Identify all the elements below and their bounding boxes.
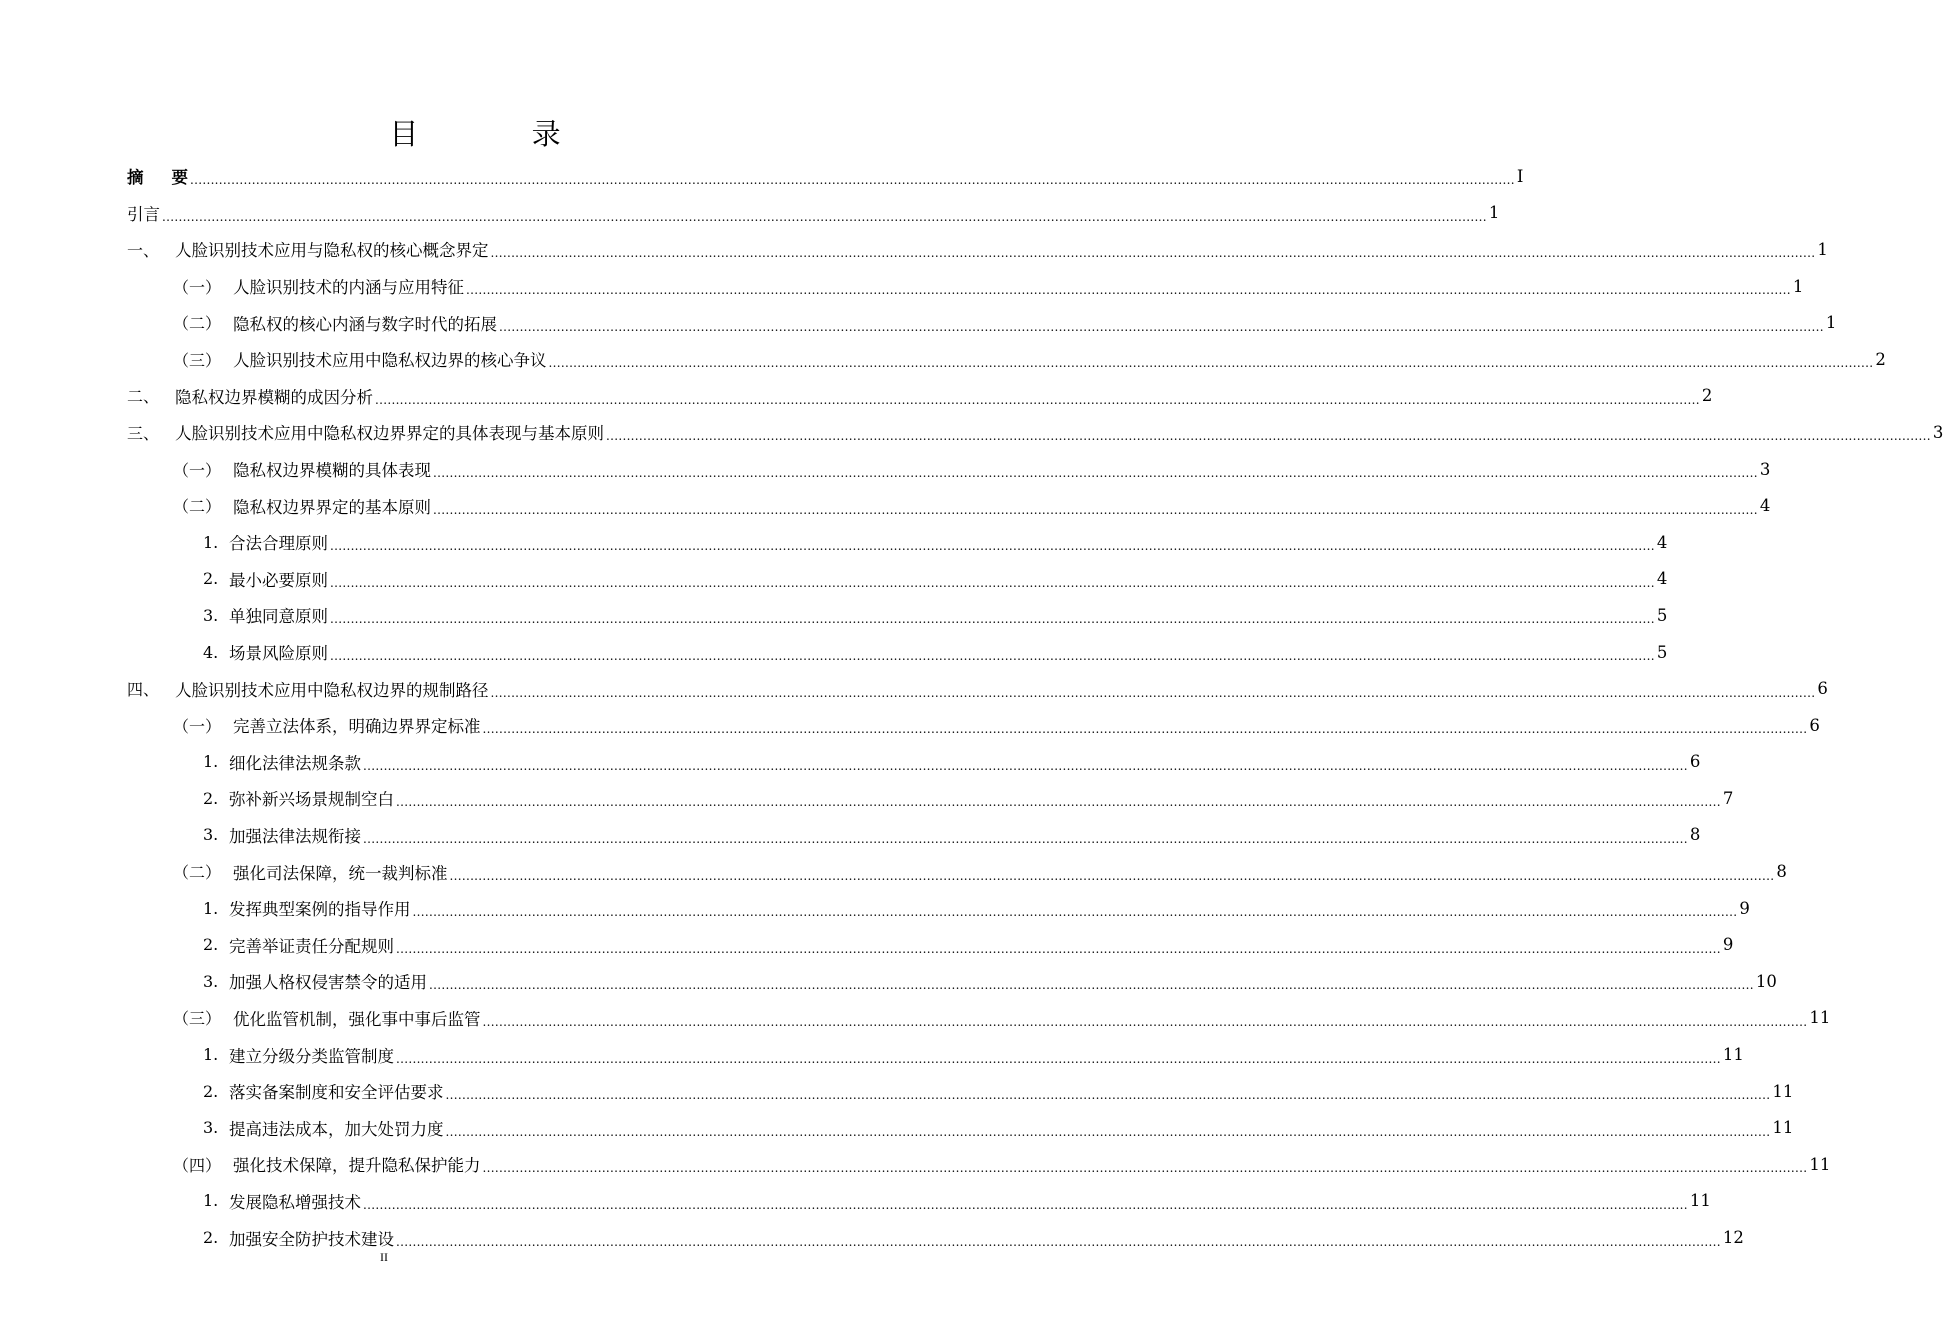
- toc-entry-label: 隐私权的核心内涵与数字时代的拓展: [233, 314, 497, 334]
- toc-page-number: 1: [1817, 239, 1828, 259]
- toc-entry-number: （三）: [173, 1009, 222, 1029]
- toc-entry-section-4-3[interactable]: [127, 1000, 1831, 1037]
- dot-leader: ..................................................................................................................................................................................................................................................................................................................................: [330, 649, 1655, 664]
- toc-entry-number: 2.: [203, 1081, 219, 1101]
- toc-entry-label: 单独同意原则: [229, 607, 328, 627]
- toc-entry-label: 人脸识别技术应用与隐私权的核心概念界定: [175, 241, 489, 261]
- toc-page-number: 5: [1656, 605, 1668, 625]
- toc-page-number: 2: [1701, 386, 1713, 406]
- toc-entry-label: 人脸识别技术应用中隐私权边界的核心争议: [233, 351, 547, 371]
- toc-entry-item-4-2-2[interactable]: [127, 926, 1734, 963]
- toc-entry-number: 四、: [127, 680, 160, 700]
- toc-entry-label: 完善立法体系，明确边界界定标准: [233, 717, 481, 737]
- toc-entry-item-4-2-1[interactable]: [127, 890, 1750, 927]
- dot-leader: ..................................................................................................................................................................................................................................................................................................................................: [330, 539, 1655, 554]
- toc-entry-number: 3.: [203, 971, 219, 991]
- dot-leader: ..................................................................................................................................................................................................................................................................................................................................: [412, 905, 1738, 920]
- dot-leader: ..................................................................................................................................................................................................................................................................................................................................: [482, 1161, 1808, 1176]
- toc-page-number: 11: [1809, 1154, 1831, 1174]
- toc-entry-label: 人脸识别技术的内涵与应用特征: [233, 278, 464, 298]
- dot-leader: ..................................................................................................................................................................................................................................................................................................................................: [490, 246, 1816, 261]
- toc-entry-introduction[interactable]: [127, 195, 1500, 232]
- dot-leader: ..................................................................................................................................................................................................................................................................................................................................: [330, 612, 1655, 627]
- dot-leader: ..................................................................................................................................................................................................................................................................................................................................: [396, 1051, 1721, 1066]
- toc-entry-number: 3.: [203, 605, 219, 625]
- toc-entry-label: 场景风险原则: [229, 644, 328, 664]
- dot-leader: ..................................................................................................................................................................................................................................................................................................................................: [363, 1197, 1688, 1212]
- toc-entry-label: 发展隐私增强技术: [229, 1192, 361, 1212]
- dot-leader: ..................................................................................................................................................................................................................................................................................................................................: [445, 1088, 1771, 1103]
- dot-leader: ..................................................................................................................................................................................................................................................................................................................................: [190, 173, 1515, 188]
- toc-entry-section-4-2[interactable]: [127, 853, 1787, 890]
- toc-entry-number: 1.: [203, 1191, 219, 1211]
- dot-leader: ..................................................................................................................................................................................................................................................................................................................................: [482, 722, 1808, 737]
- toc-entry-number: 4.: [203, 642, 219, 662]
- toc-entry-number: 3.: [203, 825, 219, 845]
- page-title: 目 录: [389, 117, 613, 151]
- toc-entry-label: 合法合理原则: [229, 534, 328, 554]
- toc-page-number: 4: [1656, 569, 1668, 589]
- toc-entry-number: （三）: [173, 350, 222, 370]
- toc-entry-number: 2.: [203, 1228, 219, 1248]
- toc-page-number: 5: [1656, 642, 1668, 662]
- toc-entry-number: 二、: [127, 387, 160, 407]
- toc-page-number: I: [1516, 166, 1524, 186]
- toc-entry-number: 三、: [127, 423, 160, 443]
- toc-page-number: 1: [1792, 276, 1804, 296]
- toc-entry-label: 隐私权边界界定的基本原则: [233, 497, 431, 517]
- toc-page-number: 10: [1755, 971, 1777, 991]
- toc-entry-section-1-2[interactable]: [127, 304, 1837, 341]
- toc-entry-label: 隐私权边界模糊的具体表现: [233, 461, 431, 481]
- toc-page-number: 4: [1656, 532, 1668, 552]
- toc-entry-label: 强化司法保障，统一裁判标准: [233, 863, 448, 883]
- toc-page-number: 11: [1809, 1008, 1831, 1028]
- toc-entry-item-4-1-3[interactable]: [127, 817, 1701, 854]
- toc-page-number: 3: [1932, 422, 1943, 442]
- toc-entry-chapter-3[interactable]: [127, 414, 1943, 451]
- table-of-contents: [127, 158, 1943, 1256]
- dot-leader: ..................................................................................................................................................................................................................................................................................................................................: [396, 1234, 1721, 1249]
- toc-entry-item-4-3-3[interactable]: [127, 1109, 1794, 1146]
- toc-page-number: 3: [1759, 459, 1771, 479]
- dot-leader: ..................................................................................................................................................................................................................................................................................................................................: [396, 941, 1721, 956]
- toc-entry-number: 1.: [203, 898, 219, 918]
- dot-leader: ..................................................................................................................................................................................................................................................................................................................................: [449, 868, 1775, 883]
- toc-page-number: 11: [1772, 1118, 1794, 1138]
- toc-entry-label: 人脸识别技术应用中隐私权边界的规制路径: [175, 680, 489, 700]
- toc-entry-label: 加强人格权侵害禁令的适用: [229, 973, 427, 993]
- dot-leader: ..................................................................................................................................................................................................................................................................................................................................: [499, 319, 1824, 334]
- toc-entry-number: （一）: [173, 460, 222, 480]
- toc-entry-section-4-1[interactable]: [127, 707, 1820, 744]
- toc-entry-label: 人脸识别技术应用中隐私权边界界定的具体表现与基本原则: [175, 424, 604, 444]
- dot-leader: ..................................................................................................................................................................................................................................................................................................................................: [466, 283, 1791, 298]
- toc-entry-label: 摘要: [127, 168, 216, 188]
- toc-entry-item-4-3-1[interactable]: [127, 1036, 1744, 1073]
- toc-entry-number: （二）: [173, 314, 222, 334]
- toc-entry-number: 一、: [127, 240, 160, 260]
- toc-entry-section-1-1[interactable]: [127, 268, 1804, 305]
- toc-page-number: 11: [1772, 1081, 1794, 1101]
- toc-entry-section-3-1[interactable]: [127, 451, 1771, 488]
- toc-entry-section-1-3[interactable]: [127, 341, 1886, 378]
- dot-leader: ..................................................................................................................................................................................................................................................................................................................................: [433, 502, 1758, 517]
- toc-entry-chapter-4[interactable]: [127, 670, 1828, 707]
- toc-page-number: 6: [1817, 679, 1828, 699]
- dot-leader: ..................................................................................................................................................................................................................................................................................................................................: [375, 392, 1700, 407]
- toc-entry-label: 落实备案制度和安全评估要求: [229, 1083, 444, 1103]
- toc-entry-number: （一）: [173, 277, 222, 297]
- toc-entry-number: （四）: [173, 1155, 222, 1175]
- toc-entry-item-4-1-1[interactable]: [127, 744, 1701, 781]
- toc-page-number: 6: [1809, 715, 1820, 735]
- toc-entry-number: 3.: [203, 1118, 219, 1138]
- toc-page-number: 8: [1689, 825, 1701, 845]
- toc-entry-number: 1.: [203, 1045, 219, 1065]
- toc-entry-label: 优化监管机制，强化事中事后监管: [233, 1009, 481, 1029]
- dot-leader: ..................................................................................................................................................................................................................................................................................................................................: [396, 795, 1721, 810]
- toc-entry-number: 2.: [203, 935, 219, 955]
- toc-entry-label: 弥补新兴场景规制空白: [229, 790, 394, 810]
- toc-entry-label: 细化法律法规条款: [229, 753, 361, 773]
- toc-entry-label: 建立分级分类监管制度: [229, 1046, 394, 1066]
- toc-entry-chapter-2[interactable]: [127, 378, 1713, 415]
- toc-entry-label: 发挥典型案例的指导作用: [229, 900, 411, 920]
- toc-page-number: 7: [1722, 788, 1734, 808]
- toc-page-number: 4: [1759, 496, 1771, 516]
- dot-leader: ..................................................................................................................................................................................................................................................................................................................................: [330, 575, 1655, 590]
- dot-leader: ..................................................................................................................................................................................................................................................................................................................................: [363, 758, 1688, 773]
- toc-page-number: 1: [1488, 203, 1500, 223]
- dot-leader: ..................................................................................................................................................................................................................................................................................................................................: [162, 209, 1487, 224]
- toc-entry-label: 引言: [127, 204, 160, 224]
- toc-entry-section-4-4[interactable]: [127, 1146, 1831, 1183]
- toc-entry-number: 2.: [203, 569, 219, 589]
- page-footer-number: II: [380, 1250, 388, 1264]
- toc-page-number: 6: [1689, 752, 1701, 772]
- dot-leader: ..................................................................................................................................................................................................................................................................................................................................: [490, 685, 1816, 700]
- toc-entry-number: （二）: [173, 863, 222, 883]
- toc-entry-item-3-2-4[interactable]: [127, 634, 1668, 671]
- toc-entry-label: 隐私权边界模糊的成因分析: [175, 387, 373, 407]
- dot-leader: ..................................................................................................................................................................................................................................................................................................................................: [606, 429, 1931, 444]
- dot-leader: ..................................................................................................................................................................................................................................................................................................................................: [482, 1014, 1808, 1029]
- toc-entry-item-3-2-2[interactable]: [127, 561, 1668, 598]
- toc-page-number: 11: [1689, 1191, 1711, 1211]
- toc-entry-number: （一）: [173, 716, 222, 736]
- toc-entry-label: 强化技术保障，提升隐私保护能力: [233, 1156, 481, 1176]
- toc-page-number: 12: [1722, 1228, 1744, 1248]
- dot-leader: ..................................................................................................................................................................................................................................................................................................................................: [548, 356, 1874, 371]
- toc-entry-label: 最小必要原则: [229, 570, 328, 590]
- toc-entry-section-3-2[interactable]: [127, 487, 1771, 524]
- toc-entry-label: 加强法律法规衔接: [229, 826, 361, 846]
- toc-entry-number: 2.: [203, 788, 219, 808]
- toc-entry-number: 1.: [203, 752, 219, 772]
- toc-page-number: 8: [1776, 862, 1787, 882]
- dot-leader: ..................................................................................................................................................................................................................................................................................................................................: [433, 466, 1758, 481]
- dot-leader: ..................................................................................................................................................................................................................................................................................................................................: [445, 1124, 1771, 1139]
- toc-page-number: 9: [1739, 898, 1750, 918]
- toc-entry-abstract[interactable]: [127, 158, 1524, 195]
- toc-entry-chapter-1[interactable]: [127, 231, 1828, 268]
- toc-entry-label: 完善举证责任分配规则: [229, 936, 394, 956]
- toc-entry-item-3-2-3[interactable]: [127, 597, 1668, 634]
- toc-page-number: 2: [1875, 349, 1886, 369]
- toc-entry-number: （二）: [173, 497, 222, 517]
- toc-entry-number: 1.: [203, 532, 219, 552]
- toc-entry-item-4-1-2[interactable]: [127, 780, 1734, 817]
- toc-page-number: 1: [1825, 313, 1837, 333]
- toc-entry-label: 提高违法成本，加大处罚力度: [229, 1119, 444, 1139]
- toc-page-number: 11: [1722, 1045, 1744, 1065]
- dot-leader: ..................................................................................................................................................................................................................................................................................................................................: [363, 831, 1688, 846]
- toc-entry-item-4-2-3[interactable]: [127, 963, 1777, 1000]
- toc-entry-item-4-4-1[interactable]: [127, 1183, 1711, 1220]
- dot-leader: ..................................................................................................................................................................................................................................................................................................................................: [429, 978, 1754, 993]
- toc-entry-label: 加强安全防护技术建设: [229, 1229, 394, 1249]
- toc-page-number: 9: [1722, 935, 1734, 955]
- toc-entry-item-4-3-2[interactable]: [127, 1073, 1794, 1110]
- toc-entry-item-3-2-1[interactable]: [127, 524, 1668, 561]
